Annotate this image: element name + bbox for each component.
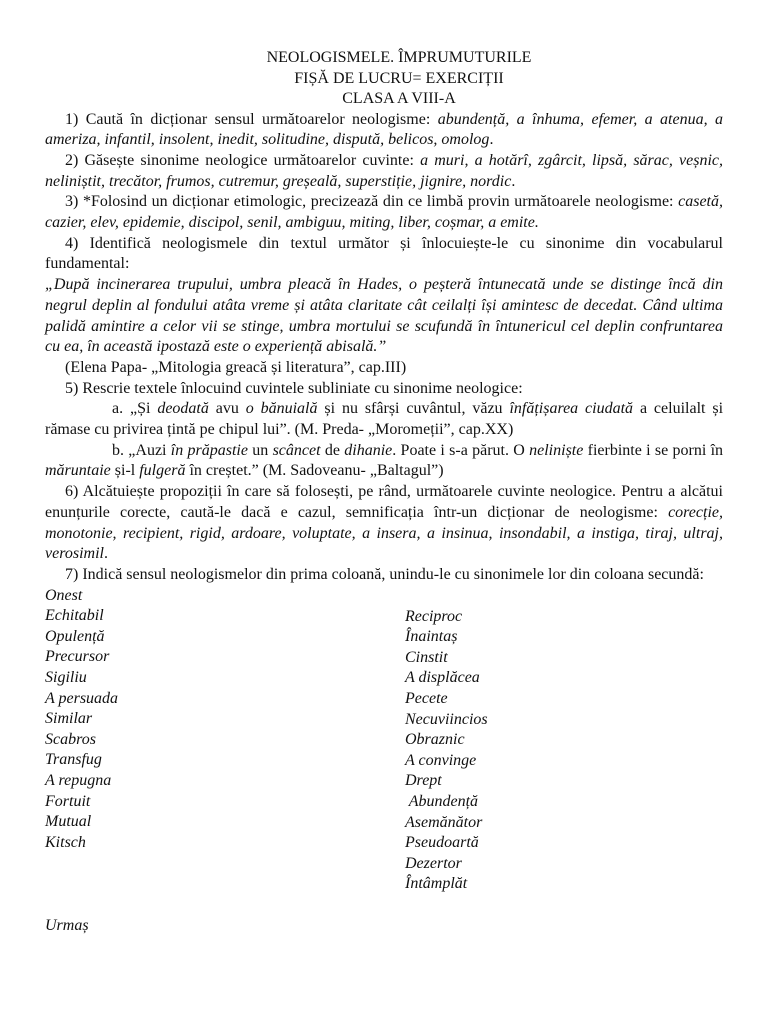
- item-b-text-6: și-l: [110, 462, 140, 480]
- neologism-item: Sigiliu: [45, 669, 87, 687]
- item-b-highlight-5: măruntaie: [45, 462, 111, 480]
- exercise-7: [45, 565, 723, 586]
- synonym-item: Întâmplăt: [405, 875, 468, 893]
- exercise-6-words: corecție, monotonie, recipient, rigid, ardoare, voluptate, a insera, a insinua, insondabil, a instiga, tiraj, ultraj, verosimil: [45, 503, 723, 563]
- exercise-5-instruction: 5) Rescrie textele înlocuind cuvintele subliniate cu sinonime neologice:: [65, 379, 523, 397]
- item-a-text-2: avu: [208, 400, 246, 418]
- exercise-3-instruction: 3) *Folosind un dicționar etimologic, precizează din ce limbă provin următoarele neologisme:: [65, 193, 679, 211]
- item-b-highlight-6: fulgeră: [139, 462, 186, 480]
- exercise-3-words: casetă, cazier, elev, epidemie, discipol, senil, ambiguu, miting, liber, coșmar, a emite.: [45, 193, 723, 232]
- neologism-item: A repugna: [45, 772, 112, 790]
- matching-columns: [45, 586, 723, 916]
- item-b-label: b.: [112, 441, 129, 459]
- synonym-item: Asemănător: [405, 813, 483, 831]
- neologism-item: Similar: [45, 710, 93, 728]
- item-b-highlight-4: neliniște: [529, 441, 584, 459]
- neologism-item: A persuada: [45, 689, 119, 707]
- item-a-text-1: „Și: [129, 400, 158, 418]
- neologism-item: Scabros: [45, 730, 96, 748]
- item-a-highlight-3: înfățișarea ciudată: [509, 400, 634, 418]
- item-b-text-7: în creștet.” (M. Sadoveanu- „Baltagul”): [185, 462, 444, 480]
- item-b-highlight-3: dihanie: [344, 441, 393, 459]
- item-a-text-3: și nu sfârși cuvântul, văzu: [317, 400, 510, 418]
- neologism-item: Precursor: [45, 648, 110, 666]
- exercise-1-words: abundență, a înhuma, efemer, a atenua, a ameriza, infantil, insolent, inedit, solitudine, dispută, belicos, omolog: [45, 110, 724, 149]
- neologism-item: Mutual: [45, 813, 92, 831]
- exercise-2-words: a muri, a hotărî, zgârcit, lipsă, sărac, veșnic, neliniștit, trecător, frumos, cutremur, greșeală, superstiție, jignire, nordic: [45, 151, 724, 190]
- item-b-text-1: „Auzi: [128, 441, 171, 459]
- worksheet: [45, 48, 723, 936]
- exercise-4-quote: „După incinerarea trupului, umbra pleacă în Hades, o peșteră întunecată unde se distinge încă din negrul deplin al fondului atâta vreme și atâta claritate cât ceilalți își amintesc de decedat. Când ultima palidă amintire a celor vii se stinge, umbra mortului se scufundă în întunericul cel deplin confruntarea cu ea, în această ipostază este o experiență abisală.”: [45, 276, 723, 356]
- synonym-item: Reciproc: [405, 607, 463, 625]
- exercise-6-instruction: 6) Alcătuiește propoziții în care să folosești, pe rând, următoarele cuvinte neologice. Pentru a alcătui enunțurile corecte, caută-le dacă e cazul, semnificația într-un dicționar de neologisme:: [45, 483, 723, 521]
- neologism-column: [45, 586, 345, 854]
- neologism-item: Kitsch: [45, 833, 86, 851]
- exercise-5: [45, 379, 723, 400]
- synonym-item: Abundență: [405, 793, 479, 811]
- exercise-5-item-a: [45, 399, 723, 440]
- exercise-7-instruction: 7) Indică sensul neologismelor din prima coloană, unindu-le cu sinonimele lor din coloana secundă:: [65, 565, 704, 583]
- exercise-4-instruction: 4) Identifică neologismele din textul următor și înlocuiește-le cu sinonime din vocabularul fundamental:: [45, 234, 723, 273]
- exercise-1-end: .: [489, 131, 494, 149]
- exercise-1-instruction: 1) Caută în dicționar sensul următoarelor neologisme:: [65, 110, 438, 128]
- synonym-item: Obraznic: [405, 731, 465, 749]
- exercise-4: [45, 234, 723, 275]
- synonym-column: [405, 607, 705, 895]
- item-b-highlight-1: în prăpastie: [170, 441, 248, 459]
- exercise-6-end: .: [103, 545, 108, 563]
- item-b-text-5: fierbinte i se porni în: [583, 441, 724, 459]
- synonym-item: A convinge: [405, 751, 477, 769]
- item-b-highlight-2: scâncet: [272, 441, 321, 459]
- synonym-item: Înaintaș: [405, 628, 458, 646]
- title-line-1: NEOLOGISMELE. ÎMPRUMUTURILE: [266, 49, 532, 66]
- exercise-4-source: (Elena Papa- „Mitologia greacă și literatura”, cap.III): [65, 358, 407, 376]
- exercise-5-item-b: [45, 441, 723, 482]
- neologism-item: Echitabil: [45, 607, 104, 625]
- neologism-item: Opulență: [45, 627, 105, 645]
- synonym-item: Necuviincios: [405, 710, 488, 728]
- item-b-text-3: de: [320, 441, 345, 459]
- item-a-text-4: a celuilalt și rămase cu privirea țintă pe chipul lui”. (M. Preda- „Moromeții”, cap.XX): [45, 400, 724, 439]
- neologism-item-last: Urmaș: [45, 916, 89, 934]
- exercise-1: [45, 110, 723, 151]
- title-line-2: FIȘĂ DE LUCRU= EXERCIȚII: [294, 69, 504, 87]
- item-a-highlight-1: deodată: [157, 400, 209, 418]
- item-b-text-2: un: [247, 441, 273, 459]
- exercise-2-instruction: 2) Găsește sinonime neologice următoarelor cuvinte:: [65, 151, 421, 169]
- exercise-2: [45, 151, 723, 192]
- neologism-item: Transfug: [45, 751, 102, 769]
- synonym-item: Drept: [405, 772, 442, 790]
- neologism-item: Onest: [45, 586, 83, 604]
- synonym-item: Cinstit: [405, 648, 448, 666]
- synonym-item: Dezertor: [405, 854, 462, 872]
- exercise-2-end: .: [511, 172, 516, 190]
- worksheet-title: [75, 48, 723, 110]
- synonym-item: Pecete: [405, 690, 448, 708]
- synonym-item: Pseudoartă: [405, 834, 479, 852]
- synonym-item: A displăcea: [405, 669, 480, 687]
- exercise-3: [45, 192, 723, 233]
- exercise-6: [45, 482, 723, 565]
- item-a-highlight-2: o bănuială: [245, 400, 318, 418]
- neologism-item: Fortuit: [45, 792, 91, 810]
- item-a-label: a.: [112, 400, 130, 418]
- title-line-3: CLASA A VIII-A: [342, 90, 456, 107]
- item-b-text-4: . Poate i s-a părut. O: [392, 441, 530, 459]
